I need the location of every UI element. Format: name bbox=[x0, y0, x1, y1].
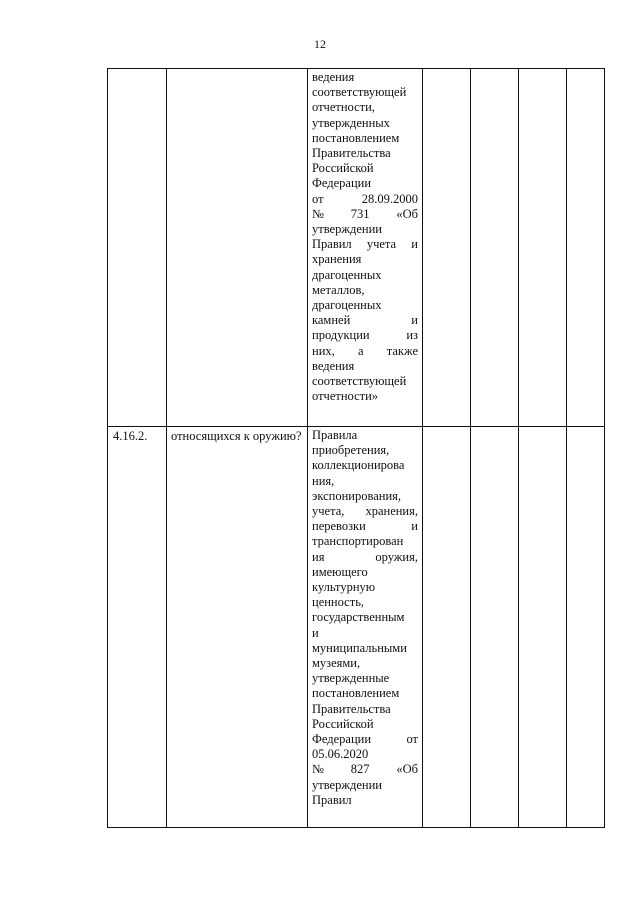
legal-basis-line: продукции из bbox=[312, 328, 418, 343]
legal-basis-line: драгоценных bbox=[312, 267, 382, 282]
item-number-cell bbox=[108, 69, 167, 427]
legal-basis-line: 05.06.2020 bbox=[312, 747, 369, 762]
legal-basis-cell bbox=[308, 69, 423, 427]
legal-basis-line: и bbox=[312, 625, 319, 640]
legal-basis-line: учета, хранения, bbox=[312, 504, 418, 519]
legal-basis-line: экспонирования, bbox=[312, 488, 402, 503]
table-row bbox=[108, 69, 605, 427]
legal-basis-line: музеями, bbox=[312, 656, 361, 671]
legal-basis-line: от 28.09.2000 bbox=[312, 191, 418, 206]
question-cell: относящихся к оружию? bbox=[167, 427, 308, 828]
answer-yes-cell bbox=[423, 427, 471, 828]
legal-basis-line: Правил учета и bbox=[312, 237, 418, 252]
answer-not-applicable-cell bbox=[519, 427, 567, 828]
legal-basis-line: камней и bbox=[312, 313, 418, 328]
legal-basis-line: перевозки и bbox=[312, 519, 418, 534]
legal-basis-line: № 827 «Об bbox=[312, 762, 418, 777]
question-cell bbox=[167, 69, 308, 427]
table-row bbox=[108, 427, 605, 828]
legal-basis-line: утверждении bbox=[312, 777, 382, 792]
page-number: 12 bbox=[314, 37, 326, 51]
legal-basis-line: приобретения, bbox=[312, 443, 390, 458]
legal-basis-line: № 731 «Об bbox=[312, 206, 418, 221]
legal-basis-line: Федерации bbox=[312, 176, 372, 191]
requirements-table bbox=[107, 68, 605, 828]
legal-basis-cell bbox=[308, 427, 423, 828]
legal-basis-line: Правительства bbox=[312, 701, 391, 716]
legal-basis-line: постановлением bbox=[312, 686, 400, 701]
legal-basis-line: драгоценных bbox=[312, 298, 382, 313]
legal-basis-line: ведения bbox=[312, 70, 355, 84]
answer-no-cell bbox=[471, 69, 519, 427]
legal-basis-line: культурную bbox=[312, 580, 376, 595]
legal-basis-line: Правил bbox=[312, 792, 352, 807]
answer-not-applicable-cell bbox=[519, 69, 567, 427]
legal-basis-line: отчетности, bbox=[312, 100, 375, 115]
legal-basis-line: них, а также bbox=[312, 343, 418, 358]
notes-cell bbox=[567, 427, 605, 828]
legal-basis-line: муниципальными bbox=[312, 640, 407, 655]
legal-basis-line: утверждении bbox=[312, 222, 382, 237]
legal-basis-line: государственным bbox=[312, 610, 405, 625]
legal-basis-line: отчетности» bbox=[312, 389, 379, 404]
answer-no-cell bbox=[471, 427, 519, 828]
legal-basis-line: коллекционирова bbox=[312, 458, 405, 473]
legal-basis-line: Федерации от bbox=[312, 732, 418, 747]
legal-basis-line: утвержденных bbox=[312, 115, 390, 130]
legal-basis-line: ценность, bbox=[312, 595, 365, 610]
legal-basis-line: имеющего bbox=[312, 564, 368, 579]
notes-cell bbox=[567, 69, 605, 427]
legal-basis-line: соответствующей bbox=[312, 85, 407, 100]
legal-basis-line: ния, bbox=[312, 473, 335, 488]
legal-basis-line: Российской bbox=[312, 716, 374, 731]
legal-basis-text bbox=[312, 70, 418, 404]
answer-yes-cell bbox=[423, 69, 471, 427]
legal-basis-text bbox=[312, 428, 418, 808]
legal-basis-line: ия оружия, bbox=[312, 549, 418, 564]
legal-basis-line: хранения bbox=[312, 252, 362, 267]
legal-basis-line: Правила bbox=[312, 428, 358, 442]
legal-basis-line: металлов, bbox=[312, 282, 365, 297]
legal-basis-line: ведения bbox=[312, 358, 355, 373]
legal-basis-line: соответствующей bbox=[312, 374, 407, 389]
legal-basis-line: постановлением bbox=[312, 130, 400, 145]
legal-basis-line: транспортирован bbox=[312, 534, 404, 549]
legal-basis-line: Правительства bbox=[312, 146, 391, 161]
legal-basis-line: утвержденные bbox=[312, 671, 390, 686]
legal-basis-line: Российской bbox=[312, 161, 374, 176]
item-number-cell: 4.16.2. bbox=[108, 427, 167, 828]
